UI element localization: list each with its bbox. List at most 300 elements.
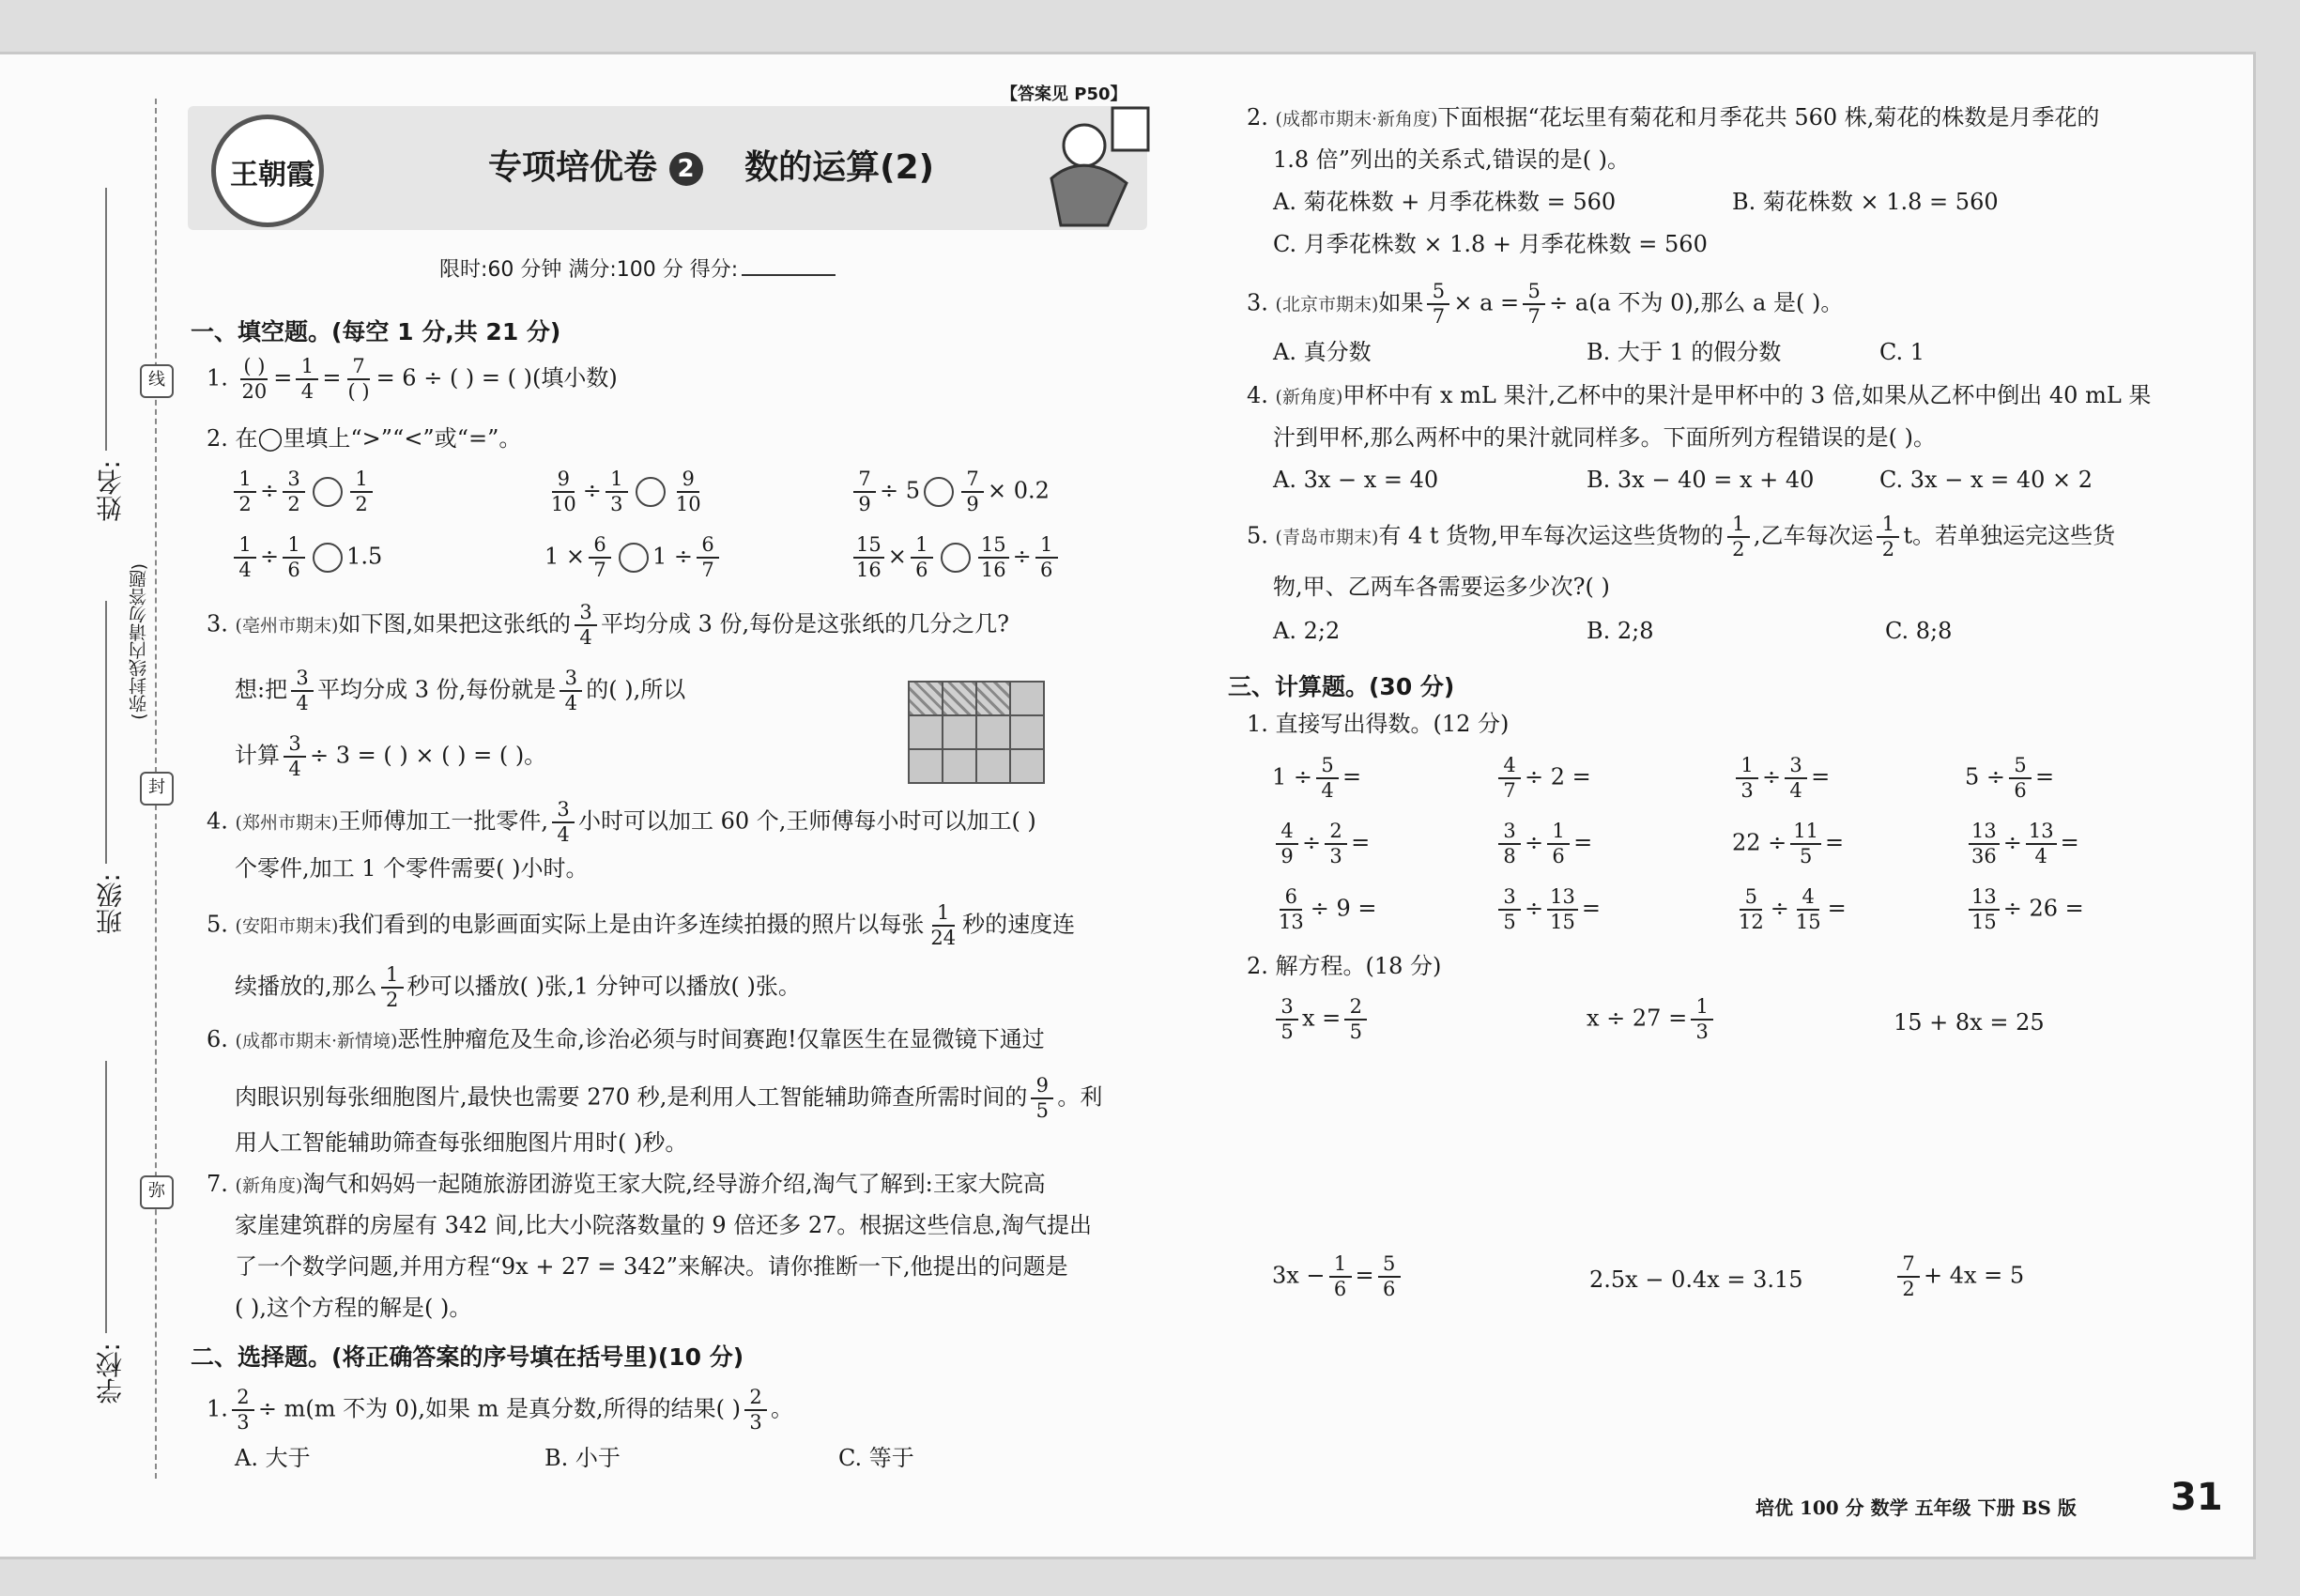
q-number: 3. <box>1247 289 1268 316</box>
q-text: 续播放的,那么 <box>235 973 377 1000</box>
fraction <box>853 469 876 514</box>
operator: ÷ <box>1762 763 1782 790</box>
numerator: 1 <box>1736 756 1758 779</box>
numerator: 15 <box>978 535 1009 559</box>
s1-q7 <box>207 1168 1046 1202</box>
no-answer-notice: (弥封线内请勿答题) <box>129 563 149 720</box>
fraction: $\frac{3}{4}$ <box>1785 756 1807 801</box>
numerator: 1 <box>911 535 933 559</box>
operator: 1 × <box>544 543 586 570</box>
equation-6 <box>1894 1254 2024 1299</box>
denominator: 16 <box>856 559 882 581</box>
s2-q5-option-a[interactable]: A. 2;2 <box>1273 618 1341 644</box>
fraction <box>978 535 1009 580</box>
denominator: 9 <box>858 493 871 515</box>
calc-7: 22 ÷ $\frac{11}{5}$ = <box>1732 820 1845 867</box>
denominator: 5 <box>1035 1099 1050 1122</box>
numerator: 1 <box>234 469 256 493</box>
fraction <box>1276 997 1298 1042</box>
operator: 1 ÷ <box>652 543 694 570</box>
fraction <box>350 469 373 514</box>
numerator: 1 <box>1329 1254 1352 1278</box>
denominator: 20 <box>241 380 268 403</box>
compare-r1c3 <box>850 469 1050 514</box>
numerator: 1 <box>1691 997 1713 1021</box>
fraction <box>744 1388 767 1433</box>
q-text: = 6 ÷ ( ) = ( )(填小数) <box>376 364 618 391</box>
denominator: 9 <box>966 493 979 515</box>
grid-cell <box>909 749 943 783</box>
q-number: 6. <box>207 1026 228 1052</box>
numerator: 1 <box>1877 514 1899 538</box>
denominator: 2 <box>287 493 300 515</box>
calc-11: $\frac{5}{12}$ ÷ $\frac{4}{15}$ = <box>1739 885 1847 933</box>
q-text: 小时可以加工 60 个,王师傅每小时可以加工( ) <box>578 807 1036 835</box>
q-text: 的( ),所以 <box>586 676 686 703</box>
q-number: 1. <box>207 1395 228 1422</box>
fraction <box>1329 1254 1352 1299</box>
grid-cell <box>1010 749 1044 783</box>
calc-5: $\frac{4}{9}$ ÷ $\frac{2}{3}$ = <box>1272 821 1370 867</box>
numerator: 3 <box>284 734 306 758</box>
name-label: 姓名: <box>95 460 126 522</box>
denominator: ( ) <box>347 380 370 403</box>
s1-q5 <box>207 903 1075 948</box>
denominator: 7 <box>593 559 606 581</box>
grid-cell <box>976 749 1010 783</box>
s2-q1-option-a[interactable]: A. 大于 <box>235 1445 311 1471</box>
q-number: 5. <box>1247 522 1268 549</box>
grid-cell <box>909 715 943 749</box>
fraction <box>381 965 404 1010</box>
fraction <box>928 903 958 948</box>
numerator: 3 <box>560 668 582 692</box>
q-text: 我们看到的电影画面实际上是由许多连续拍摄的照片以每张 <box>338 911 925 938</box>
q-source: (成都市期末·新情境) <box>235 1031 398 1051</box>
operator: + 4x = 5 <box>1924 1262 2025 1289</box>
grid-cell <box>943 749 976 783</box>
q-text: 淘气和妈妈一起随旅游团游览王家大院,经导游介绍,淘气了解到:王家大院高 <box>302 1171 1046 1197</box>
operator: × 0.2 <box>988 477 1050 504</box>
s2-q5 <box>1247 514 2115 560</box>
numerator: 1 <box>606 469 628 493</box>
q-text: ,乙车每次运 <box>1753 522 1874 549</box>
operator: ÷ <box>260 543 280 570</box>
numerator: 4 <box>1498 756 1521 779</box>
denominator: 6 <box>1382 1278 1396 1300</box>
s2-q2-line2: 1.8 倍”列出的关系式,错误的是( )。 <box>1273 146 1631 173</box>
book-info: 培优 100 分 数学 五年级 下册 BS 版 <box>1756 1496 2077 1519</box>
q-source: (郑州市期末) <box>235 812 339 834</box>
equals: = <box>322 364 342 391</box>
q-number: 2. <box>207 425 228 452</box>
numerator: 1 <box>283 535 305 559</box>
denominator: 4 <box>296 692 309 714</box>
page-title <box>488 141 934 189</box>
fraction <box>560 668 582 714</box>
q-number: 4. <box>1247 382 1268 408</box>
numerator: 9 <box>552 469 575 493</box>
equation-4 <box>1272 1254 1404 1299</box>
denominator: 2 <box>1732 538 1745 560</box>
denominator: 4 <box>300 380 314 403</box>
numerator: 7 <box>1897 1254 1920 1278</box>
denominator: 2 <box>238 493 252 515</box>
denominator: 5 <box>1280 1021 1294 1043</box>
q-text: ÷ 3 = ( ) × ( ) = ( )。 <box>310 742 547 769</box>
q-text: 平均分成 3 份,每份就是 <box>317 676 557 703</box>
q-text: 有 4 t 货物,甲车每次运这些货物的 <box>1378 522 1724 549</box>
numerator: 1 <box>234 535 256 559</box>
q-text: 肉眼识别每张细胞图片,最快也需要 270 秒,是利用人工智能辅助筛查所需时间的 <box>235 1083 1028 1111</box>
numerator: 3 <box>552 800 575 823</box>
meta-line <box>439 253 836 283</box>
denominator: 6 <box>287 559 300 581</box>
q-text: 如果 <box>1378 289 1424 316</box>
fraction <box>234 535 256 580</box>
s1-q6-line2 <box>235 1076 1102 1121</box>
q-text: × a = <box>1453 289 1520 316</box>
numerator: 5 <box>1378 1254 1401 1278</box>
compare-r1c2 <box>544 469 708 514</box>
q-number: 2. <box>1247 104 1268 130</box>
section2-title: 二、选择题。(将正确答案的序号填在括号里)(10 分) <box>191 1343 744 1371</box>
numerator: 3 <box>575 603 597 626</box>
numerator: 6 <box>589 535 611 559</box>
fraction <box>1691 997 1713 1042</box>
s1-q7-line2: 家崖建筑群的房屋有 342 间,比大小院落数量的 9 倍还多 27。根据这些信息,淘气提出 <box>235 1212 1093 1238</box>
calc-9: $\frac{6}{13}$ ÷ 9 = <box>1279 885 1377 933</box>
numerator: 3 <box>291 668 314 692</box>
denominator: 6 <box>1333 1278 1347 1300</box>
fraction <box>1897 1254 1920 1299</box>
fraction <box>606 469 628 514</box>
school-line <box>105 1061 107 1333</box>
s2-q4-option-a[interactable]: A. 3x − x = 40 <box>1273 467 1439 493</box>
grid-cell <box>909 682 943 715</box>
s1-q7-line3: 了一个数学问题,并用方程“9x + 27 = 342”来解决。请你推断一下,他提出的问题是 <box>235 1253 1068 1280</box>
denominator: 10 <box>551 493 576 515</box>
q-number: 5. <box>207 911 228 938</box>
fraction <box>1523 282 1545 327</box>
q-text: ÷ m(m 不为 0),如果 m 是真分数,所得的结果( ) <box>257 1395 742 1422</box>
s1-q3 <box>207 603 1009 648</box>
equation-5: 2.5x − 0.4x = 3.15 <box>1589 1266 1803 1293</box>
q-text: 如下图,如果把这张纸的 <box>338 610 572 637</box>
compare-circle[interactable] <box>941 543 971 573</box>
q-number: 1. <box>207 364 228 391</box>
denominator: 5 <box>1349 1021 1362 1043</box>
numerator: 5 <box>1523 282 1545 305</box>
operator: ÷ 2 = <box>1525 763 1591 790</box>
q-text: 王师傅加工一批零件, <box>338 807 549 835</box>
fraction <box>552 800 575 845</box>
denominator: 3 <box>610 493 623 515</box>
name-line <box>105 188 107 451</box>
numerator: 1 <box>1727 514 1750 538</box>
q-number: 7. <box>207 1171 228 1197</box>
q-text: 计算 <box>235 742 280 769</box>
numerator: 7 <box>347 357 370 380</box>
numerator: 3 <box>1276 997 1298 1021</box>
numerator: 9 <box>677 469 699 493</box>
compare-r1c1 <box>230 469 376 514</box>
compare-circle[interactable] <box>924 477 954 507</box>
s2-q3-option-c[interactable]: C. 1 <box>1879 339 1925 365</box>
s2-q4-option-c[interactable]: C. 3x − x = 40 × 2 <box>1879 467 2093 493</box>
numerator: 2 <box>1344 997 1367 1021</box>
numerator: 5 <box>2009 756 2032 779</box>
grid-cell <box>1010 682 1044 715</box>
s1-q6-line3: 用人工智能辅助筛查每张细胞图片用时( )秒。 <box>235 1129 688 1156</box>
school-label: 学校: <box>95 1343 126 1404</box>
s2-q4-option-b[interactable]: B. 3x − 40 = x + 40 <box>1587 467 1815 493</box>
compare-r2c1 <box>230 535 382 580</box>
fraction <box>911 535 933 580</box>
fraction <box>1344 997 1367 1042</box>
numerator: 3 <box>283 469 305 493</box>
fraction <box>232 1388 254 1433</box>
class-label: 班级: <box>95 873 126 935</box>
meta-text: 限时:60 分钟 满分:100 分 得分: <box>439 258 739 282</box>
denominator: 7 <box>701 559 714 581</box>
numerator: 7 <box>853 469 876 493</box>
q-source: (青岛市期末) <box>1275 527 1379 548</box>
denominator: 16 <box>980 559 1006 581</box>
fraction <box>1736 756 1758 801</box>
s2-q2-option-b[interactable]: B. 菊花株数 × 1.8 = 560 <box>1732 189 1999 215</box>
title-subtitle: 数的运算(2) <box>744 148 935 187</box>
numerator: 5 <box>1316 756 1339 779</box>
q-text: 在◯里填上“>”“<”或“=”。 <box>235 425 522 452</box>
equation-1 <box>1272 997 1371 1042</box>
equation-3: 15 + 8x = 25 <box>1894 1009 2045 1036</box>
q-source: (成都市期末·新角度) <box>1275 109 1438 130</box>
q-text: 。利 <box>1057 1083 1103 1111</box>
s1-q7-line4: ( ),这个方程的解是( )。 <box>235 1295 472 1321</box>
operator: ÷ 5 <box>880 477 921 504</box>
s1-q6 <box>207 1023 1045 1057</box>
numerator: 7 <box>961 469 984 493</box>
s2-q2-option-a[interactable]: A. 菊花株数 + 月季花株数 = 560 <box>1273 189 1617 215</box>
compare-circle[interactable] <box>313 477 343 507</box>
denominator: 4 <box>557 823 570 846</box>
q-source: (北京市期末) <box>1275 294 1379 315</box>
denominator: 4 <box>564 692 577 714</box>
denominator: 4 <box>288 758 301 780</box>
denominator: 4 <box>238 559 252 581</box>
s1-q4-line2: 个零件,加工 1 个零件需要( )小时。 <box>235 855 589 882</box>
q-source: (亳州市期末) <box>235 615 339 637</box>
calc-2 <box>1495 756 1591 801</box>
logo-text: 王朝霞 <box>230 159 314 192</box>
s1-q4 <box>207 800 1036 845</box>
s2-q5-option-b[interactable]: B. 2;8 <box>1587 618 1654 644</box>
grid-cell <box>943 682 976 715</box>
numerator: 15 <box>853 535 884 559</box>
calc-12: $\frac{13}{15}$ ÷ 26 = <box>1965 887 2084 932</box>
s2-q4 <box>1247 379 2151 413</box>
denominator: 6 <box>2014 779 2027 802</box>
denominator: 2 <box>1902 1278 1915 1300</box>
q-source: (新角度) <box>235 1175 303 1196</box>
q-text: ÷ a(a 不为 0),那么 a 是( )。 <box>1549 289 1844 316</box>
calc-3: $\frac{1}{3}$ ÷ $\frac{3}{4}$ = <box>1732 756 1830 801</box>
calc-10: $\frac{3}{5}$ ÷ $\frac{13}{15}$ = <box>1495 887 1601 932</box>
operator: 3x − <box>1272 1262 1326 1289</box>
calc-6: $\frac{3}{8}$ ÷ $\frac{1}{6}$ = <box>1495 821 1592 867</box>
seal-mi: 弥 <box>140 1175 174 1209</box>
numerator: 1 <box>1035 535 1058 559</box>
numerator: 9 <box>1031 1076 1053 1099</box>
q-text: 平均分成 3 份,每份是这张纸的几分之几? <box>601 610 1010 637</box>
seal-feng: 封 <box>140 772 174 806</box>
operator: 5 ÷ <box>1965 763 2006 790</box>
q-number: 4. <box>207 807 228 835</box>
grid-cell <box>976 682 1010 715</box>
denominator: 3 <box>749 1411 762 1434</box>
section3-title: 三、计算题。(30 分) <box>1228 673 1455 700</box>
fraction <box>961 469 984 514</box>
denominator: 6 <box>915 559 928 581</box>
numerator: 1 <box>350 469 373 493</box>
s3-q2-title: 2. 解方程。(18 分) <box>1247 953 1442 979</box>
q-text: t。若单独运完这些货 <box>1903 522 2116 549</box>
page-number: 31 <box>2170 1476 2223 1519</box>
q-source: (安阳市期末) <box>235 915 339 937</box>
fraction <box>673 469 704 514</box>
equation-2 <box>1587 997 1717 1042</box>
s2-q2-option-c[interactable]: C. 月季花株数 × 1.8 + 月季花株数 = 560 <box>1273 231 1708 257</box>
operator: ÷ <box>260 477 280 504</box>
seal-line: 线 <box>140 364 174 398</box>
compare-r2c3 <box>850 535 1062 580</box>
fraction <box>283 535 305 580</box>
s2-q3-option-a[interactable]: A. 真分数 <box>1273 339 1372 365</box>
grid-cell <box>943 715 976 749</box>
compare-circle[interactable] <box>636 477 666 507</box>
s1-q3-hint <box>235 668 685 714</box>
numerator: 1 <box>932 903 955 927</box>
denominator: 2 <box>1881 538 1895 560</box>
s2-q3 <box>1247 282 1843 327</box>
fraction <box>1877 514 1899 560</box>
operator: x ÷ 27 = <box>1587 1005 1688 1032</box>
s1-q2 <box>207 422 521 454</box>
fraction <box>1031 1076 1053 1121</box>
title-text: 专项培优卷 <box>488 148 658 187</box>
denominator: 4 <box>1321 779 1334 802</box>
fraction <box>1035 535 1058 580</box>
numerator: 6 <box>697 535 719 559</box>
denominator: 7 <box>1432 305 1446 328</box>
s3-q1-title: 1. 直接写出得数。(12 分) <box>1247 711 1510 737</box>
operator: 1 ÷ <box>1272 763 1313 790</box>
q-text: 想:把 <box>235 676 288 703</box>
fraction <box>1316 756 1339 801</box>
operator: = <box>1355 1262 1374 1289</box>
calc-4 <box>1965 756 2054 801</box>
mascot-illustration <box>995 94 1155 230</box>
operator: ÷ <box>1012 543 1032 570</box>
s2-q1 <box>207 1388 793 1433</box>
denominator: 3 <box>1740 779 1754 802</box>
q-text: 。 <box>771 1395 794 1422</box>
numerator: 2 <box>232 1388 254 1411</box>
q-source: (新角度) <box>1275 387 1343 407</box>
paper-fraction-figure <box>908 681 1045 784</box>
s1-q5-line2 <box>235 965 801 1010</box>
grid-cell <box>1010 715 1044 749</box>
s2-q5-line2: 物,甲、乙两车各需要运多少次?( ) <box>1273 574 1610 600</box>
compare-circle[interactable] <box>313 543 343 573</box>
q-text: 恶性肿瘤危及生命,诊治必须与时间赛跑!仅靠医生在显微镜下通过 <box>397 1026 1045 1052</box>
numerator: 1 <box>381 965 404 989</box>
fraction <box>234 469 256 514</box>
fraction <box>1427 282 1449 327</box>
fraction <box>1378 1254 1401 1299</box>
s1-q3-calc <box>235 734 546 779</box>
fraction <box>345 357 373 402</box>
q-text: 秒的速度连 <box>962 911 1076 938</box>
q-number: 3. <box>207 610 228 637</box>
equals: = <box>273 364 293 391</box>
calc-1 <box>1272 756 1361 801</box>
calc-8: $\frac{13}{36}$ ÷ $\frac{13}{4}$ = <box>1965 821 2079 867</box>
fraction <box>575 603 597 648</box>
denominator: 4 <box>579 626 592 649</box>
section1-title: 一、填空题。(每空 1 分,共 21 分) <box>191 318 561 345</box>
denominator: 10 <box>675 493 701 515</box>
operator: ÷ <box>582 477 602 504</box>
fraction <box>296 357 318 402</box>
numerator: 5 <box>1427 282 1449 305</box>
grid-cell <box>976 715 1010 749</box>
s2-q1-option-c[interactable]: C. 等于 <box>838 1445 914 1471</box>
answer-ref: 【答案见 P50】 <box>1001 84 1127 104</box>
fraction <box>2009 756 2032 801</box>
numerator: 2 <box>744 1388 767 1411</box>
s2-q5-option-c[interactable]: C. 8;8 <box>1885 618 1953 644</box>
q-text: 秒可以播放( )张,1 分钟可以播放( )张。 <box>406 973 801 1000</box>
fraction <box>1498 756 1521 801</box>
operator: × <box>887 543 907 570</box>
value: 1.5 <box>346 543 383 570</box>
denominator: 6 <box>1040 559 1053 581</box>
denominator: 7 <box>1503 779 1516 802</box>
s2-q4-line2: 汁到甲杯,那么两杯中的果汁就同样多。下面所列方程错误的是( )。 <box>1273 424 1936 451</box>
fraction <box>284 734 306 779</box>
title-number-badge: 2 <box>669 152 703 186</box>
compare-circle[interactable] <box>619 543 649 573</box>
s2-q2 <box>1247 101 2099 135</box>
s2-q1-option-b[interactable]: B. 小于 <box>544 1445 621 1471</box>
brand-logo <box>211 115 324 227</box>
operator: = <box>2035 763 2055 790</box>
compare-r2c2 <box>544 535 723 580</box>
fraction <box>548 469 579 514</box>
fraction <box>239 357 270 402</box>
score-blank[interactable] <box>742 274 836 276</box>
operator: = <box>1342 763 1362 790</box>
fraction <box>697 535 719 580</box>
numerator: ( ) <box>240 357 268 380</box>
s2-q3-option-b[interactable]: B. 大于 1 的假分数 <box>1587 339 1782 365</box>
denominator: 24 <box>930 927 957 949</box>
fraction <box>283 469 305 514</box>
s1-q1 <box>207 357 618 402</box>
q-text: 下面根据“花坛里有菊花和月季花共 560 株,菊花的株数是月季花的 <box>1437 104 2100 130</box>
